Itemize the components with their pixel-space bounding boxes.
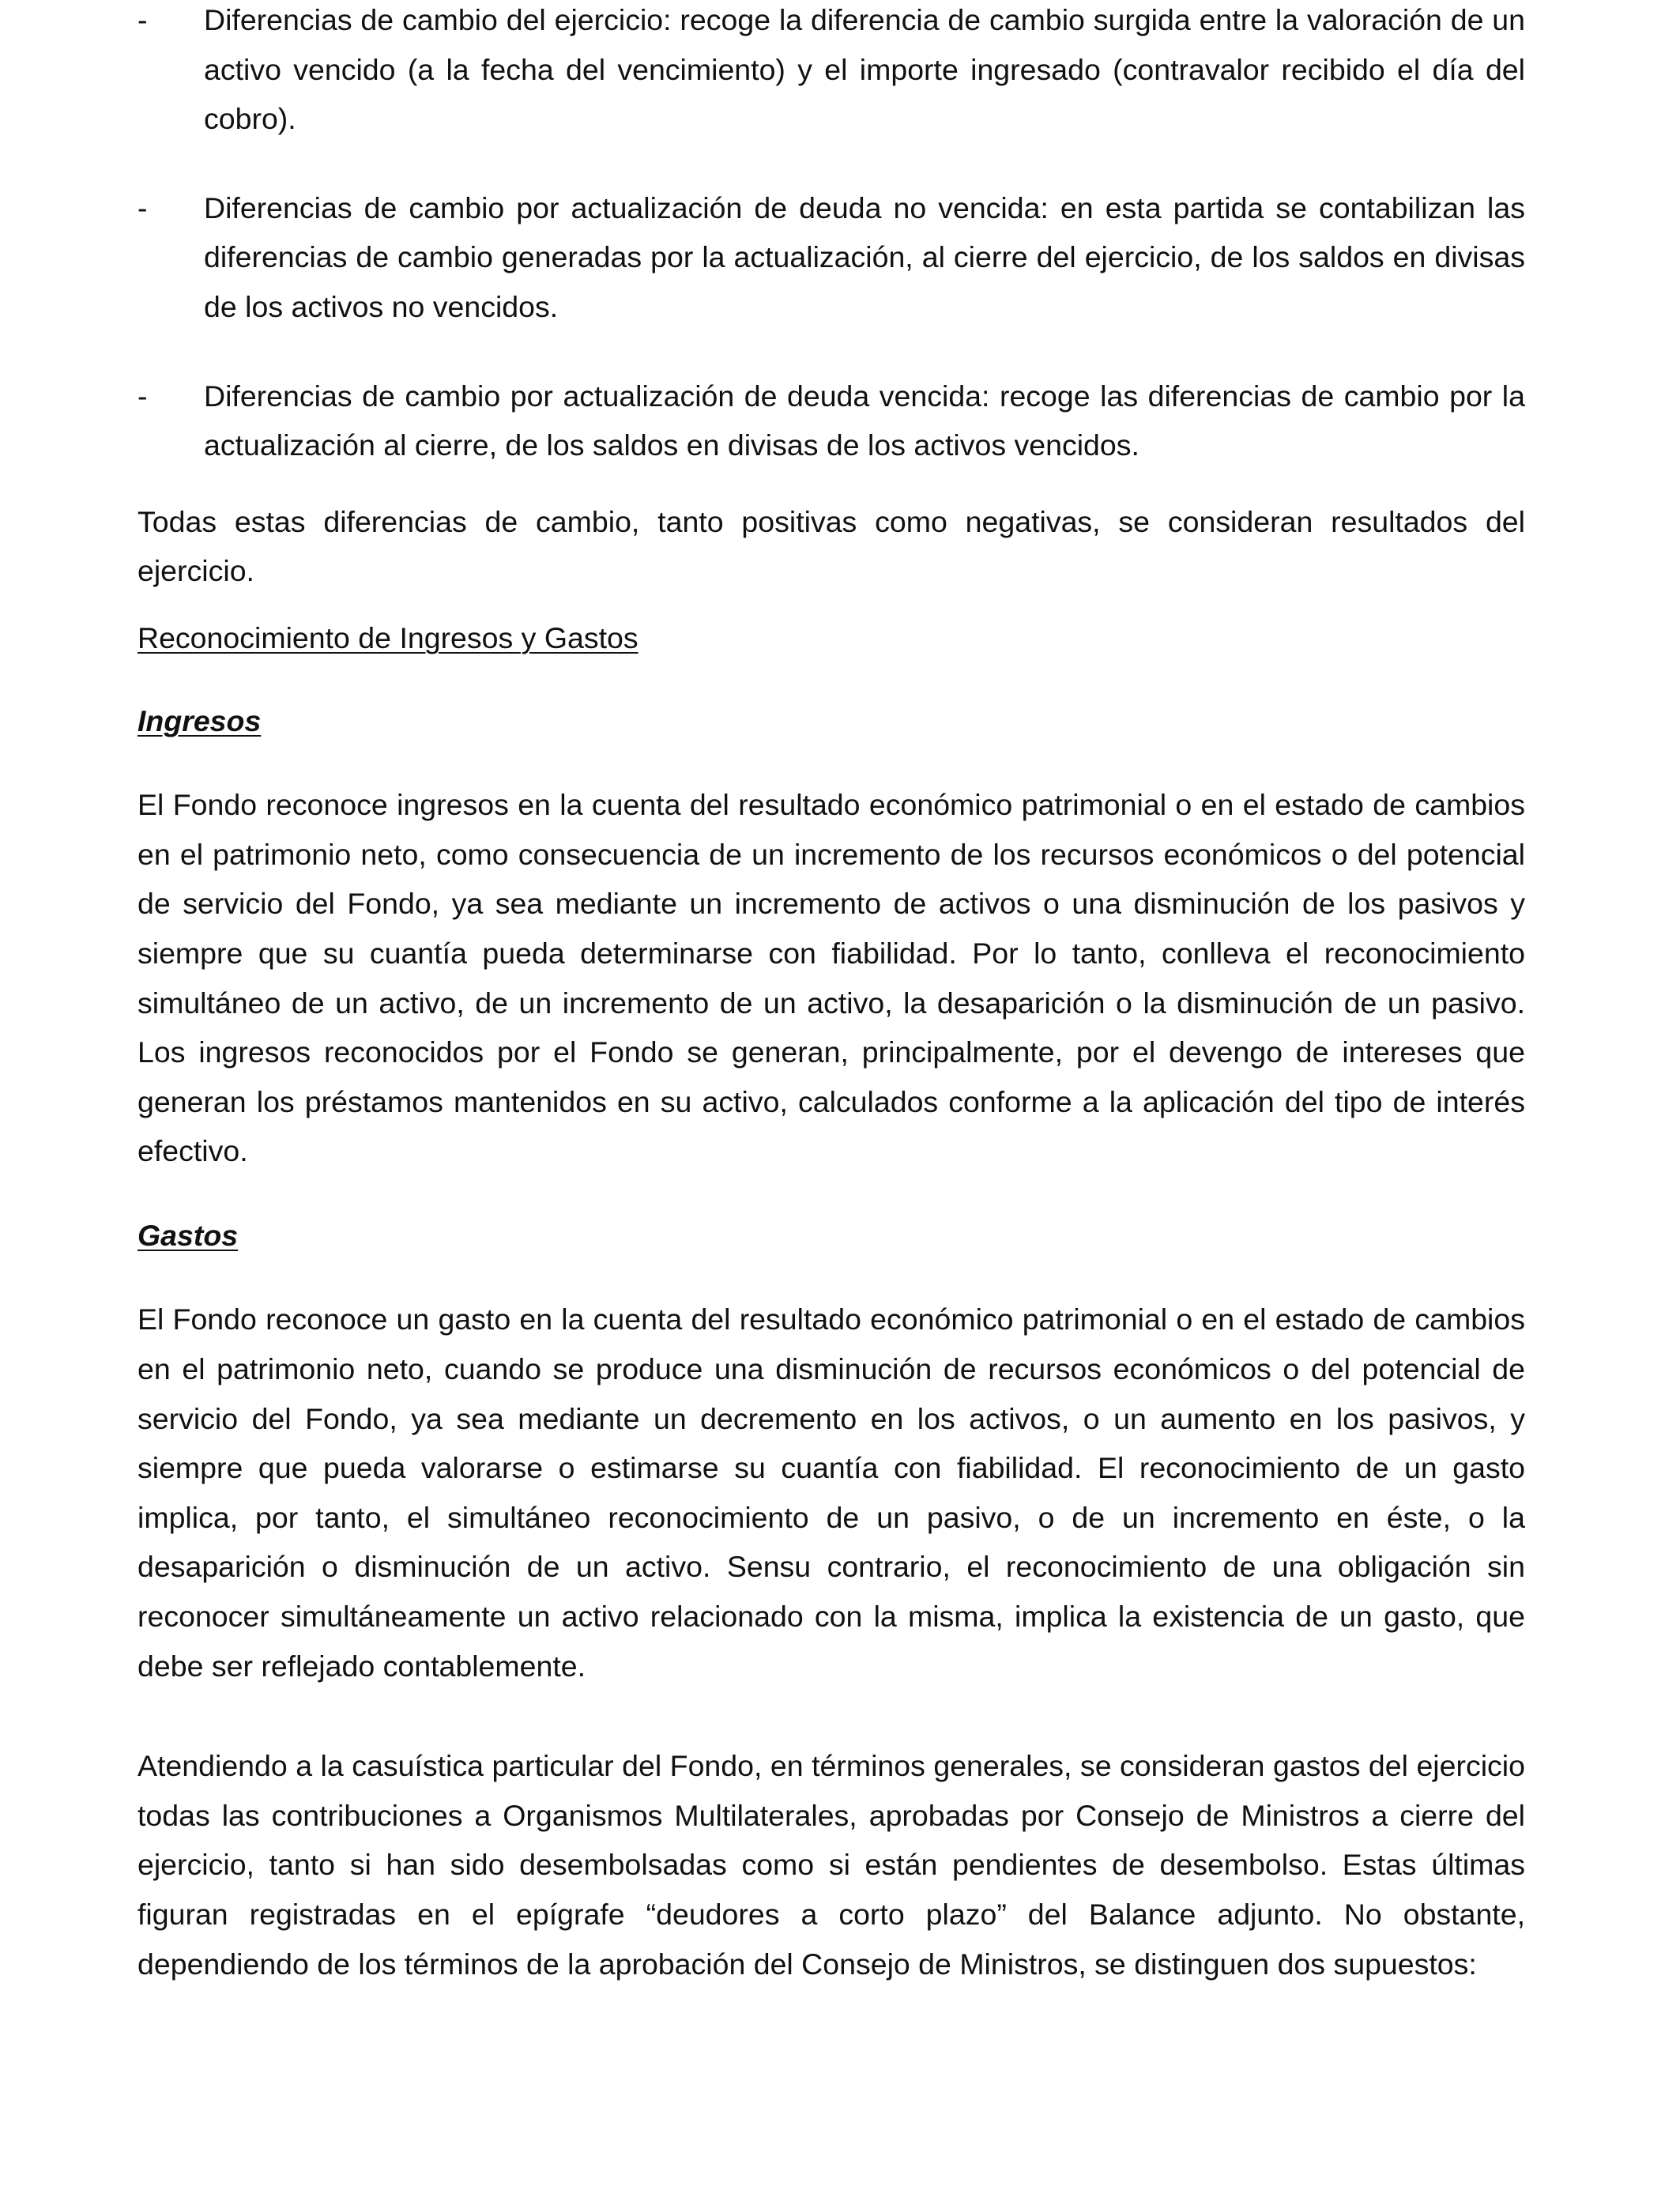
document-page <box>137 0 1525 1989</box>
bullet-text: Diferencias de cambio por actualización de deuda no vencida: en esta partida se contabilizan las diferencias de cambio generadas por la actualización, al cierre del ejercicio, de los saldos en divisas de los activos no vencidos. <box>204 190 1525 323</box>
bullet-text: Diferencias de cambio del ejercicio: recoge la diferencia de cambio surgida entre la valoración de un activo vencido (a la fecha del vencimiento) y el importe ingresado (contravalor recibido el día del cobro). <box>204 3 1525 136</box>
bullet-item-diferencias-ejercicio <box>137 0 1525 144</box>
bullet-marker: - <box>137 379 148 413</box>
ingresos-heading: Ingresos <box>137 703 262 737</box>
bullet-marker: - <box>137 190 148 224</box>
gastos-paragraph: El Fondo reconoce un gasto en la cuenta del resultado económico patrimonial o en el estado de cambios en el patrimonio neto, cuando se produce una disminución de recursos económicos o del potencial de servicio del Fondo, ya sea mediante un decremento en los activos, o un aumento en los pasivos, y siempre que pueda valorarse o estimarse su cuantía con fiabilidad. El reconocimiento de un gasto implica, por tanto, el simultáneo reconocimiento de un pasivo, o de un incremento en éste, o la desaparición o disminución de un activo. Sensu contrario, el reconocimiento de una obligación sin reconocer simultáneamente un activo relacionado con la misma, implica la existencia de un gasto, que debe ser reflejado contablemente. <box>137 1302 1525 1683</box>
closing-paragraph: Atendiendo a la casuística particular del Fondo, en términos generales, se consideran gastos del ejercicio todas las contribuciones a Organismos Multilaterales, aprobadas por Consejo de Ministros a cierre del ejercicio, tanto si han sido desembolsadas como si están pendientes de desembolso. Estas últimas figuran registradas en el epígrafe “deudores a corto plazo” del Balance adjunto. No obstante, dependiendo de los términos de la aprobación del Consejo de Ministros, se distinguen dos supuestos: <box>137 1749 1525 1981</box>
summary-paragraph: Todas estas diferencias de cambio, tanto positivas como negativas, se consideran resultados del ejercicio. <box>137 504 1525 588</box>
section-heading: Reconocimiento de Ingresos y Gastos <box>137 620 638 654</box>
bullet-item-deuda-vencida <box>137 371 1525 470</box>
ingresos-paragraph: El Fondo reconoce ingresos en la cuenta del resultado económico patrimonial o en el estado de cambios en el patrimonio neto, como consecuencia de un incremento de los recursos económicos o del potencial de servicio del Fondo, ya sea mediante un incremento de activos o una disminución de los pasivos y siempre que su cuantía pueda determinarse con fiabilidad. Por lo tanto, conlleva el reconocimiento simultáneo de un activo, de un incremento de un activo, la desaparición o la disminución de un pasivo. Los ingresos reconocidos por el Fondo se generan, principalmente, por el devengo de intereses que generan los préstamos mantenidos en su activo, calculados conforme a la aplicación del tipo de interés efectivo. <box>137 788 1525 1168</box>
bullet-text: Diferencias de cambio por actualización de deuda vencida: recoge las diferencias de cambio por la actualización al cierre, de los saldos en divisas de los activos vencidos. <box>204 379 1525 462</box>
gastos-heading: Gastos <box>137 1218 239 1252</box>
bullet-marker: - <box>137 3 148 36</box>
bullet-item-deuda-no-vencida <box>137 183 1525 332</box>
